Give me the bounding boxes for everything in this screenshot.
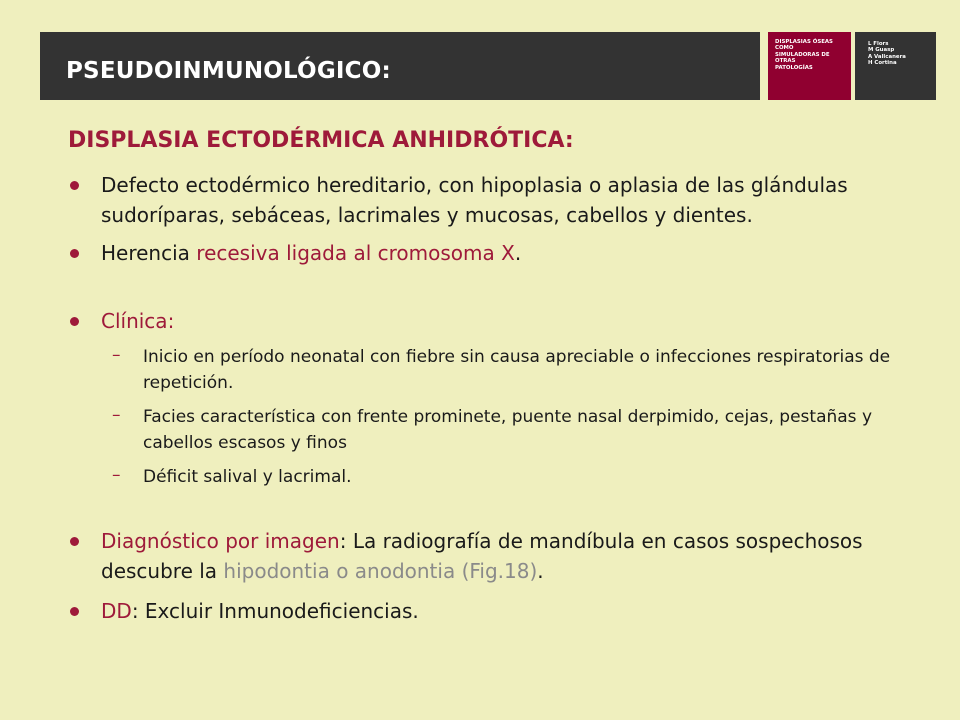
bullet-dot <box>70 607 79 616</box>
bullet-imaging <box>70 526 910 586</box>
bullet-text: Defecto ectodérmico hereditario, con hipoplasia o aplasia de las glándulas sudoríparas, sebáceas, lacrimales y mucosas, cabellos y dientes. <box>101 173 848 227</box>
inheritance-highlight: recesiva ligada al cromosoma X <box>196 241 515 265</box>
header-bar <box>40 32 760 100</box>
bullet-dot <box>70 537 79 546</box>
authors-box <box>855 32 936 100</box>
bullet-clinical <box>70 306 910 336</box>
topic-line: DISPLASIAS ÓSEAS <box>775 39 833 45</box>
topic-label-box <box>768 32 851 100</box>
imaging-suffix: . <box>537 559 544 583</box>
dd-text: : Excluir Inmunodeficiencias. <box>131 599 419 623</box>
sub-bullet-text: Facies característica con frente prominete, puente nasal derpimido, cejas, pestañas y cabellos escasos y finos <box>143 407 873 453</box>
bullet-definition <box>70 170 910 230</box>
imaging-text: : La radiografía de mandíbula en casos sospechosos descubre la <box>101 529 863 583</box>
topic-line: OTRAS <box>775 58 796 65</box>
sub-bullet-text: Déficit salival y lacrimal. <box>143 467 352 487</box>
figure-reference: hipodontia o anodontia (Fig.18) <box>223 559 538 583</box>
bullet-dot <box>70 317 79 326</box>
sub-bullet-deficit <box>70 464 910 490</box>
dash-marker: – <box>112 345 121 365</box>
topic-line: COMO <box>775 45 794 52</box>
dd-heading: DD <box>101 599 132 623</box>
topic-line: SIMULADORAS DE <box>775 51 830 58</box>
imaging-heading: Diagnóstico por imagen <box>101 529 340 553</box>
sub-bullet-text: Inicio en período neonatal con fiebre sin causa apreciable o infecciones respiratorias de repetición. <box>143 347 891 393</box>
page-title: PSEUDOINMUNOLÓGICO: <box>66 58 391 84</box>
bullet-inheritance <box>70 238 910 268</box>
bullet-text-suffix: . <box>514 241 522 265</box>
slide-content <box>70 170 910 626</box>
bullet-differential <box>70 596 910 626</box>
sub-bullet-facies <box>70 404 910 456</box>
section-subtitle: DISPLASIA ECTODÉRMICA ANHIDRÓTICA: <box>68 128 574 153</box>
bullet-dot <box>70 249 79 258</box>
sub-bullet-onset <box>70 344 910 396</box>
bullet-text-prefix: Herencia <box>101 241 197 265</box>
dash-marker: – <box>112 465 121 485</box>
author-line: M Guasp <box>868 47 895 54</box>
author-line: L Flors <box>868 41 889 47</box>
bullet-dot <box>70 181 79 190</box>
dash-marker: – <box>112 405 121 425</box>
author-line: A Vallcanera <box>868 53 906 60</box>
clinical-heading: Clínica: <box>101 309 175 333</box>
topic-line: PATOLOGÍAS <box>775 64 813 71</box>
author-line: H Cortina <box>868 60 897 67</box>
